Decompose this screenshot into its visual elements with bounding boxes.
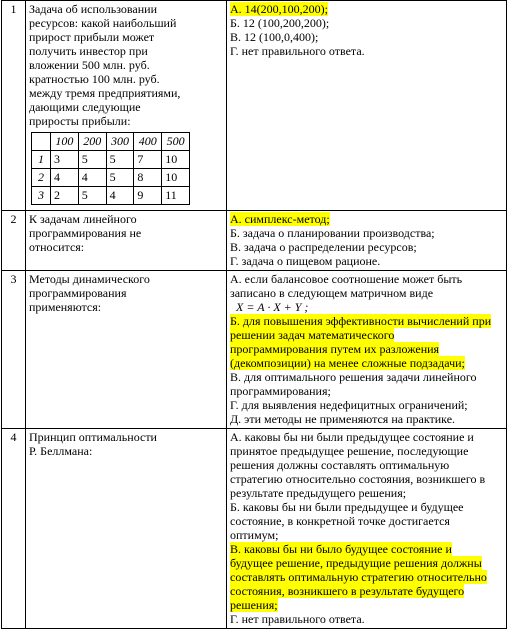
answer-option-correct: В. каковы бы ни было будущее состояние и: [230, 542, 452, 556]
matrix-formula: X = A · X + Y ;: [236, 300, 309, 314]
answer-option: В. для оптимального решения задачи линейного: [230, 370, 477, 384]
profit-table-cell: 9: [134, 187, 162, 205]
profit-table-cell: 5: [106, 151, 134, 169]
answer-option-correct: Б. для повышения эффективности вычислений при: [230, 314, 492, 328]
question-row-1: [2, 1, 507, 211]
question-line: Задача об использовании: [29, 2, 157, 16]
question-line: кратностью 100 млн. руб.: [29, 72, 160, 86]
answer-option-correct: А. симплекс-метод;: [230, 212, 330, 226]
question-line: между тремя предприятиями,: [29, 86, 181, 100]
answer-option-correct: А. 14(200,100,200);: [230, 2, 328, 16]
question-line: применяются:: [29, 300, 102, 314]
profit-table-header-cell: 400: [134, 133, 162, 151]
question-line: вложении 500 млн. руб.: [29, 58, 150, 72]
question-line: программирования не: [29, 226, 142, 240]
profit-table-cell: 7: [134, 151, 162, 169]
answer-option: Г. для выявления недефицитных ограничений;: [230, 398, 468, 412]
answer-option: Б. задача о планировании производства;: [230, 226, 435, 240]
profit-table-row: [32, 187, 190, 205]
answer-option: А. если балансовое соотношение может быть: [230, 272, 463, 286]
profit-table-cell: 10: [162, 151, 190, 169]
question-line: Р. Беллмана:: [29, 444, 93, 458]
answer-options: [227, 271, 507, 429]
question-line: приросты прибыли:: [29, 114, 131, 128]
profit-table-cell: 5: [78, 151, 106, 169]
answer-option-correct: решения;: [230, 598, 278, 612]
profit-table-cell: 11: [162, 187, 190, 205]
question-row-2: [2, 211, 507, 271]
answer-option: В. 12 (100,0,400);: [230, 30, 319, 44]
profit-table-cell: 5: [106, 169, 134, 187]
question-line: получить инвестор при: [29, 44, 148, 58]
question-text: [26, 1, 227, 211]
question-line: прирост прибыли может: [29, 30, 155, 44]
question-row-3: [2, 271, 507, 429]
profit-table-row: [32, 151, 190, 169]
answer-option: В. задача о распределении ресурсов;: [230, 240, 417, 254]
question-line: ресурсов: какой наибольший: [29, 16, 177, 30]
answer-option: Г. задача о пищевом рационе.: [230, 254, 381, 268]
question-line: Методы динамического: [29, 272, 150, 286]
question-row-4: [2, 429, 507, 629]
profit-table-cell: 5: [78, 187, 106, 205]
question-number: 2: [2, 211, 26, 271]
answer-option: стратегию относительно состояния, возникшего в: [230, 472, 486, 486]
answer-option-correct: будущее решение, предыдущие решения должны: [230, 556, 482, 570]
profit-table-header-cell: 300: [106, 133, 134, 151]
question-text: [26, 211, 227, 271]
profit-table-row: [32, 169, 190, 187]
answer-option: принятое предыдущее решение, последующие: [230, 444, 469, 458]
profit-table-cell: 4: [106, 187, 134, 205]
question-line: Принцип оптимальности: [29, 430, 157, 444]
answer-option: состояние, в конкретной точке достигается: [230, 514, 450, 528]
profit-table-cell: 2: [32, 169, 51, 187]
profit-table-cell: 4: [51, 169, 79, 187]
answer-option-correct: составлять оптимальную стратегию относительно: [230, 570, 487, 584]
answer-option: Б. 12 (100,200,200);: [230, 16, 330, 30]
answer-option-correct: (декомпозиции) на менее сложные подзадачи;: [230, 356, 465, 370]
question-line: дающими следующие: [29, 100, 141, 114]
profit-table-cell: 3: [51, 151, 79, 169]
answer-option: Г. нет правильного ответа.: [230, 44, 365, 58]
answer-options: [227, 429, 507, 629]
question-number: 4: [2, 429, 26, 629]
profit-table-cell: 3: [32, 187, 51, 205]
answer-option: А. каковы бы ни были предыдущее состояние и: [230, 430, 474, 444]
profit-table-cell: 10: [162, 169, 190, 187]
profit-table-header-cell: 200: [78, 133, 106, 151]
profit-table-header: [32, 133, 190, 151]
test-questions-table: [1, 0, 507, 629]
answer-option: решения должны составлять оптимальную: [230, 458, 450, 472]
profit-table-cell: 4: [78, 169, 106, 187]
answer-option-correct: решении задач математического: [230, 328, 395, 342]
question-text: [26, 271, 227, 429]
question-number: 1: [2, 1, 26, 211]
profit-table-header-cell: 100: [51, 133, 79, 151]
answer-option: Г. нет правильного ответа.: [230, 612, 365, 626]
answer-option: программирования;: [230, 384, 331, 398]
answer-options: [227, 211, 507, 271]
question-text: [26, 429, 227, 629]
question-line: относится:: [29, 240, 85, 254]
question-number: 3: [2, 271, 26, 429]
profit-table: [31, 132, 190, 205]
answer-option: результате предыдущего решения;: [230, 486, 407, 500]
answer-option-correct: программирования путем их разложения: [230, 342, 440, 356]
profit-table-header-cell: 500: [162, 133, 190, 151]
question-line: программирования: [29, 286, 127, 300]
answer-option: записано в следующем матричном виде: [230, 286, 434, 300]
answer-option: оптимум;: [230, 528, 279, 542]
answer-option: Д. эти методы не применяются на практике.: [230, 412, 456, 426]
answer-options: [227, 1, 507, 211]
profit-table-cell: 1: [32, 151, 51, 169]
profit-table-cell: 2: [51, 187, 79, 205]
profit-table-cell: 8: [134, 169, 162, 187]
answer-option: Б. каковы бы ни были предыдущее и будущее: [230, 500, 464, 514]
profit-table-header-cell: [32, 133, 51, 151]
question-line: К задачам линейного: [29, 212, 137, 226]
answer-option-correct: состояния, возникшего в результате будущего: [230, 584, 465, 598]
